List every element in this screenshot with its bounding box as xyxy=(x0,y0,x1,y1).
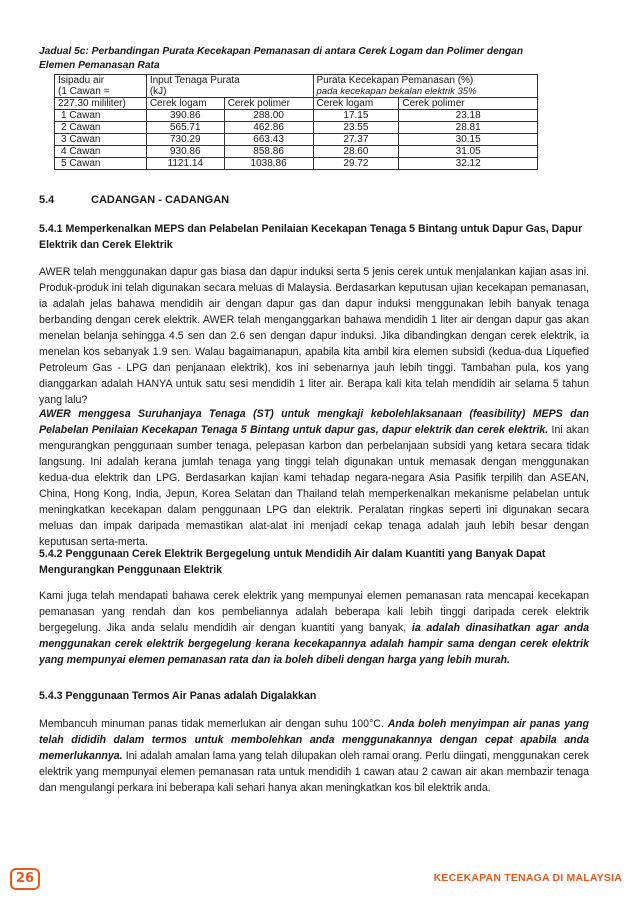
subsection-542-heading: 5.4.2 Penggunaan Cerek Elektrik Bergegelung untuk Mendidih Air dalam Kuantiti yang Banyak Dapat Mengurangkan Penggunaan Elektrik xyxy=(39,548,546,576)
cell-input-polimer: 462.86 xyxy=(224,122,313,134)
table-caption xyxy=(39,45,599,73)
paragraph-542-emphasis: ia adalah dinasihatkan agar anda menggunakan cerek elektrik bergegelung kerana kecekapannya adalah hampir sama dengan cerek elektrik yang mempunyai elemen pemanasan rata dan ia boleh dibeli dengan harga yang lebih murah. xyxy=(39,622,590,666)
table-row xyxy=(55,134,538,146)
paragraph-2-body: Ini akan mengurangkan penggunaan sumber tenaga, pelepasan karbon dan perbelanjaan subsidi yang ketara secara tidak langsung. Ini adalah kerana jumlah tenaga yang tinggi telah digunakan untuk memasak dengan menggunakan kedua-dua elektrik dan LPG. Berdasarkan kajian kami tehadap negara-negara Asia Pasifik terpilih dan ASEAN, China, Hong Kong, India, Jepun, Korea Selatan dan Thailand telah memperkenalkan mekanisme pelabelan untuk meningkatkan kecekapan dalam penggunaan LPG dan elektrik. Peralatan ringkas seperti ini digunakan secara meluas dan impak daripada memastikan alat-alat ini menjadi cekap tenaga adalah jauh lebih besar dengan keputusan serta-merta. xyxy=(39,424,589,548)
cell-eff-polimer: 30.15 xyxy=(399,134,538,146)
cell-eff-polimer: 31.05 xyxy=(399,146,538,158)
cell-input-logam: 565.71 xyxy=(146,122,224,134)
paragraph-543-emphasis: Anda boleh menyimpan air panas yang telah dididih dalam termos untuk membolehkan anda menggunakannya dengan cepat apabila anda memerlukannya. xyxy=(39,718,589,762)
subsection-541-paragraph-1: AWER telah menggunakan dapur gas biasa dan dapur induksi serta 5 jenis cerek untuk menjalankan kajian asas ini. Produk-produk ini telah digunakan secara meluas di Malaysia. Berdasarkan keputusan ujian kecekapan pemanasan, ia adalah jelas bahawa mendidih air dengan dapur gas dan dapur induksi menggunakan lebih banyak tenaga berbanding dengan cerek elektrik. AWER telah menganggarkan bahawa mendidih 1 liter air dengan dapur gas akan menelan belanja sehingga 4.5 sen dan 2.6 sen dengan dapur induksi. Jika dibandingkan dengan cerek elektrik, ia menelan kos sebanyak 1.9 sen. Walau bagaimanapun, apabila kita ambil kira elemen subsidi (kedua-dua Liquefied Petroleum Gas - LPG dan penjanaan elektrik), kos ini sebenarnya jauh lebih tinggi. Tambahan pula, kos yang dianggarkan adalah HANYA untuk satu sesi mendidih 1 liter air. Berapa kali kita telah mendidih air selama 5 tahun yang lalu? xyxy=(39,266,589,406)
table-row xyxy=(55,158,538,170)
table-header-row-2 xyxy=(55,86,538,98)
paragraph-542-body: Kami juga telah mendapati bahawa cerek elektrik yang mempunyai elemen pemanasan rata mencapai kecekapan pemanasan yang rendah dan kos pembeliannya adalah beberapa kali lebih tinggi daripada cerek elektrik bergegelung. Jika anda selalu mendidih air dengan kuantiti yang banyak, xyxy=(39,590,589,634)
cell-eff-polimer: 23.18 xyxy=(399,110,538,122)
cell-eff-logam: 17.15 xyxy=(313,110,399,122)
subsection-541-heading: 5.4.1 Memperkenalkan MEPS dan Pelabelan Penilaian Kecekapan Tenaga 5 Bintang untuk Dapur Gas, Dapur Elektrik dan Cerek Elektrik xyxy=(39,223,583,251)
header-input-l2: (kJ) xyxy=(146,86,313,98)
cell-input-logam: 1121.14 xyxy=(146,158,224,170)
table-caption-line2: Elemen Pemanasan Rata xyxy=(39,60,160,71)
subsection-543-heading: 5.4.3 Penggunaan Termos Air Panas adalah Digalakkan xyxy=(39,690,317,702)
recommendation-emphasis: AWER menggesa Suruhanjaya Tenaga (ST) untuk mengkaji kebolehlaksanaan (feasibility) MEPS dan Pelabelan Penilaian Kecekapan Tenaga 5 Bintang untuk dapur gas, dapur elektrik dan cerek elektrik. xyxy=(39,408,589,436)
section-number: 5.4 xyxy=(39,194,55,206)
header-efficiency-l1: Purata Kecekapan Pemanasan (%) xyxy=(313,75,538,87)
cell-eff-logam: 28.60 xyxy=(313,146,399,158)
kettle-efficiency-table xyxy=(54,74,538,170)
paragraph-543-body-1: Membancuh minuman panas tidak memerlukan air dengan suhu 100°C. xyxy=(39,718,388,730)
table-row xyxy=(55,110,538,122)
table-row xyxy=(55,146,538,158)
cell-eff-logam: 27.37 xyxy=(313,134,399,146)
header-efficiency-l2: pada kecekapan bekalan elektrik 35% xyxy=(313,86,538,98)
header-volume-l3: 227.30 mililiter) xyxy=(55,98,147,110)
row-label: 3 Cawan xyxy=(55,134,147,146)
footer-title: KECEKAPAN TENAGA DI MALAYSIA xyxy=(433,872,622,884)
section-heading xyxy=(39,192,229,208)
cell-input-polimer: 1038.86 xyxy=(224,158,313,170)
cell-input-logam: 930.86 xyxy=(146,146,224,158)
row-label: 4 Cawan xyxy=(55,146,147,158)
table-row xyxy=(55,122,538,134)
header-sub-input-logam: Cerek logam xyxy=(146,98,224,110)
row-label: 5 Cawan xyxy=(55,158,147,170)
subsection-541-paragraph-2 xyxy=(39,406,589,550)
cell-eff-logam: 29.72 xyxy=(313,158,399,170)
table-caption-line1: Jadual 5c: Perbandingan Purata Kecekapan Pemanasan di antara Cerek Logam dan Polimer dengan xyxy=(39,46,524,57)
cell-input-logam: 730.29 xyxy=(146,134,224,146)
header-volume-l2: (1 Cawan = xyxy=(55,86,147,98)
paragraph-543-body-2: Ini adalah amalan lama yang telah dilupakan oleh ramai orang. Perlu diingati, menggunakan cerek elektrik yang mempunyai elemen pemanasan rata untuk mendidih 1 cawan atau 2 cawan air akan membazir tenaga dan mengulangi perkara ini beberapa kali sehari hanya akan meningkatkan kos bil elektrik anda. xyxy=(39,750,589,794)
page-number-badge: 26 xyxy=(10,868,40,890)
subsection-543-paragraph xyxy=(39,716,589,796)
table-header-row-3 xyxy=(55,98,538,110)
row-label: 1 Cawan xyxy=(55,110,147,122)
cell-eff-logam: 23.55 xyxy=(313,122,399,134)
cell-input-polimer: 663.43 xyxy=(224,134,313,146)
cell-eff-polimer: 28.81 xyxy=(399,122,538,134)
cell-input-logam: 390.86 xyxy=(146,110,224,122)
cell-input-polimer: 288.00 xyxy=(224,110,313,122)
header-input-l1: Input Tenaga Purata xyxy=(146,75,313,87)
header-sub-eff-polimer: Cerek polimer xyxy=(399,98,538,110)
section-title: CADANGAN - CADANGAN xyxy=(91,194,230,206)
subsection-542-paragraph xyxy=(39,588,589,668)
cell-input-polimer: 858.86 xyxy=(224,146,313,158)
header-sub-eff-logam: Cerek logam xyxy=(313,98,399,110)
cell-eff-polimer: 32.12 xyxy=(399,158,538,170)
table-header-row-1 xyxy=(55,75,538,87)
header-sub-input-polimer: Cerek polimer xyxy=(224,98,313,110)
header-volume-l1: Isipadu air xyxy=(55,75,147,87)
row-label: 2 Cawan xyxy=(55,122,147,134)
